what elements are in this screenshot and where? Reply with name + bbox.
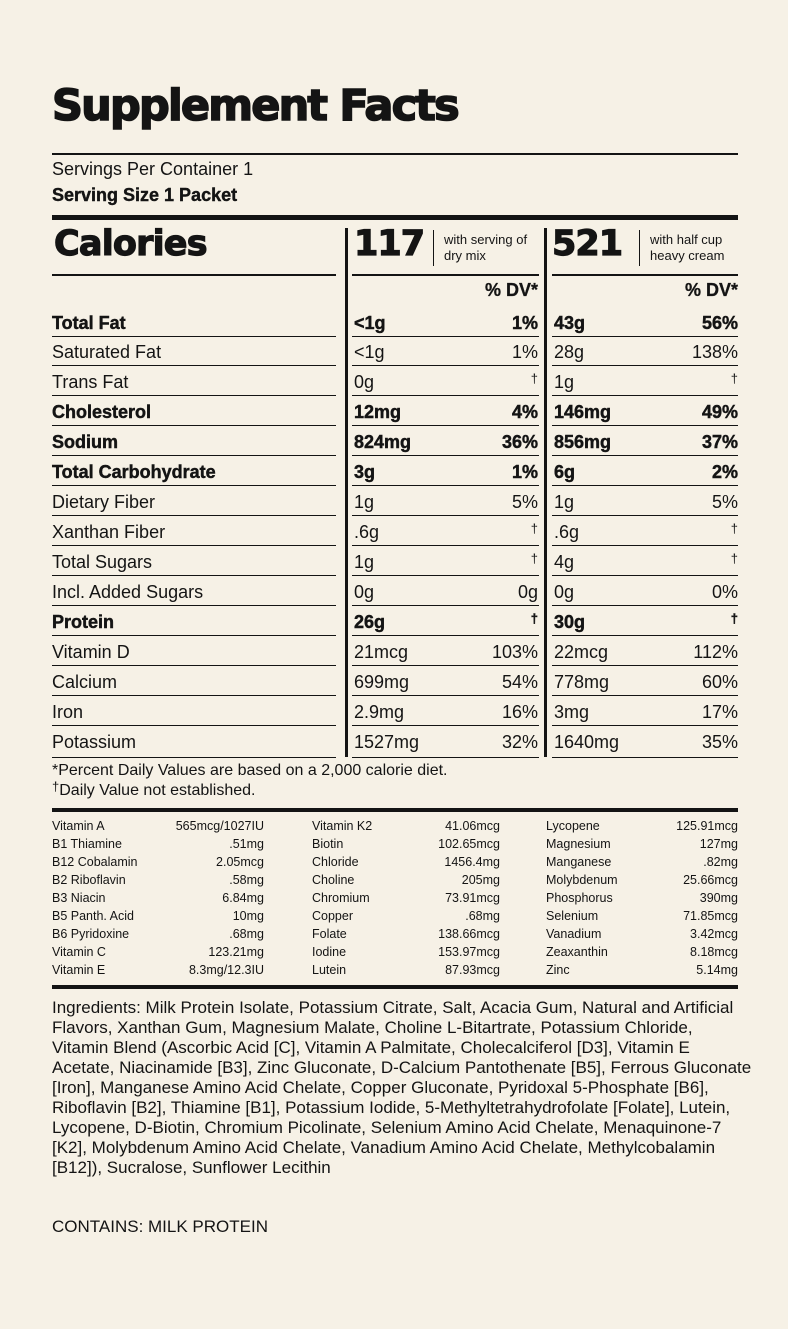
- dv-cream: 17%: [701, 702, 738, 722]
- micronutrient-name: B6 Pyridoxine: [52, 927, 130, 941]
- micronutrient-value: 25.66mcg: [683, 873, 738, 887]
- dv-dry: 0g: [517, 582, 538, 602]
- dv-dry: 5%: [511, 492, 538, 512]
- dv-header-dry: % DV*: [484, 280, 538, 300]
- micronutrient-name: Phosphorus: [546, 891, 613, 905]
- nutrient-row: [52, 576, 738, 606]
- dv-cream: 0%: [711, 582, 738, 602]
- nutrient-name: Vitamin D: [52, 642, 130, 662]
- nutrient-name: Dietary Fiber: [52, 492, 156, 512]
- dv-dry: 54%: [501, 672, 538, 692]
- dv-cream: 5%: [711, 492, 738, 512]
- micronutrient-name: Molybdenum: [546, 873, 618, 887]
- row-rule: [52, 757, 336, 758]
- micronutrient-name: Choline: [312, 873, 355, 887]
- amount-dry: 21mcg: [354, 642, 409, 662]
- amount-dry: <1g: [354, 313, 386, 333]
- nutrient-row: [52, 486, 738, 516]
- amount-cream: 3mg: [554, 702, 590, 722]
- nutrient-row: [52, 366, 738, 396]
- amount-cream: .6g: [554, 522, 580, 542]
- micronutrient-value: 205mg: [461, 873, 500, 887]
- nutrient-row: [52, 396, 738, 426]
- micronutrient-row: [546, 835, 738, 853]
- micronutrient-name: Magnesium: [546, 837, 611, 851]
- amount-dry: 699mg: [354, 672, 410, 692]
- micronutrient-row: [52, 907, 264, 925]
- amount-dry: 0g: [354, 372, 375, 392]
- micronutrient-value: 102.65mcg: [438, 837, 500, 851]
- nutrient-row: [52, 606, 738, 636]
- micronutrient-row: [52, 817, 264, 835]
- micronutrient-row: [52, 961, 264, 979]
- amount-cream: 6g: [554, 462, 576, 482]
- serving-size: Serving Size 1 Packet: [52, 185, 238, 205]
- micronutrient-name: Zinc: [546, 963, 570, 977]
- micronutrient-name: Iodine: [312, 945, 347, 959]
- row-rule: [552, 757, 738, 758]
- amount-cream: 0g: [554, 582, 575, 602]
- nutrient-name: Saturated Fat: [52, 342, 162, 362]
- micronutrient-name: Biotin: [312, 837, 344, 851]
- micronutrient-row: [312, 961, 500, 979]
- dv-dry: 1%: [511, 462, 538, 482]
- nutrient-name: Cholesterol: [52, 402, 152, 422]
- amount-dry: 2.9mg: [354, 702, 405, 722]
- calories-label: Calories: [54, 224, 207, 264]
- micronutrient-name: Selenium: [546, 909, 599, 923]
- title-divider: [52, 153, 738, 155]
- servings-per-container: Servings Per Container 1: [52, 159, 254, 179]
- nutrient-name: Protein: [52, 612, 115, 632]
- micronutrient-value: 127mg: [699, 837, 738, 851]
- dv-cream: †: [730, 551, 738, 566]
- calories-rule-right: [552, 274, 738, 276]
- micronutrient-name: B1 Thiamine: [52, 837, 122, 851]
- micronutrient-name: B5 Panth. Acid: [52, 909, 135, 923]
- micronutrient-row: [52, 871, 264, 889]
- nutrient-row: [52, 636, 738, 666]
- micronutrient-name: Copper: [312, 909, 353, 923]
- amount-dry: 0g: [354, 582, 375, 602]
- micronutrient-row: [312, 907, 500, 925]
- micronutrient-name: Lutein: [312, 963, 347, 977]
- amount-cream: 28g: [554, 342, 585, 362]
- amount-dry: .6g: [354, 522, 380, 542]
- micronutrient-name: Vitamin C: [52, 945, 106, 959]
- dv-dry: 103%: [491, 642, 538, 662]
- micronutrient-row: [546, 853, 738, 871]
- amount-dry: 12mg: [354, 402, 402, 422]
- micronutrient-name: Zeaxanthin: [546, 945, 608, 959]
- calories-cream-value: 521: [552, 224, 623, 264]
- micronutrient-value: .68mg: [465, 909, 500, 923]
- dv-cream: 2%: [711, 462, 738, 482]
- dv-dry: †: [530, 521, 538, 536]
- nutrient-row: [52, 426, 738, 456]
- panel-title: Supplement Facts: [52, 81, 458, 131]
- dv-dry: †: [530, 551, 538, 566]
- nutrient-row: [52, 546, 738, 576]
- nutrient-row: [52, 336, 738, 366]
- micronutrient-value: 87.93mcg: [445, 963, 500, 977]
- nutrient-name: Xanthan Fiber: [52, 522, 166, 542]
- dv-cream: †: [730, 611, 738, 626]
- micronutrient-name: Vitamin E: [52, 963, 106, 977]
- micronutrient-divider: [52, 808, 738, 812]
- nutrient-name: Calcium: [52, 672, 118, 692]
- dv-header-cream: % DV*: [684, 280, 738, 300]
- micronutrient-value: 5.14mg: [696, 963, 738, 977]
- micronutrient-column: [546, 817, 738, 979]
- micronutrient-row: [546, 907, 738, 925]
- micronutrient-value: .51mg: [229, 837, 264, 851]
- micronutrient-row: [312, 853, 500, 871]
- micronutrient-row: [312, 871, 500, 889]
- amount-dry: 824mg: [354, 432, 412, 452]
- dv-cream: 138%: [691, 342, 738, 362]
- micronutrient-value: 3.42mcg: [690, 927, 738, 941]
- micronutrient-row: [312, 835, 500, 853]
- serving-divider: [52, 215, 738, 220]
- nutrient-name: Iron: [52, 702, 84, 722]
- dv-cream: 112%: [693, 642, 738, 662]
- amount-dry: <1g: [354, 342, 385, 362]
- micronutrient-column: [52, 817, 264, 979]
- micronutrient-name: B2 Riboflavin: [52, 873, 126, 887]
- micronutrient-row: [312, 817, 500, 835]
- allergen-statement: CONTAINS: MILK PROTEIN: [52, 1217, 268, 1236]
- micronutrient-name: Chloride: [312, 855, 359, 869]
- dv-dry: 1%: [511, 342, 538, 362]
- micronutrient-value: 6.84mg: [222, 891, 264, 905]
- calories-dry-note: with serving of dry mix: [444, 232, 528, 263]
- micronutrient-row: [546, 925, 738, 943]
- micronutrient-row: [546, 889, 738, 907]
- nutrient-row: [52, 696, 738, 726]
- micronutrient-name: Chromium: [312, 891, 370, 905]
- amount-cream: 856mg: [554, 432, 612, 452]
- dv-cream: 37%: [701, 432, 738, 452]
- nutrient-name: Total Fat: [52, 313, 126, 333]
- micronutrient-value: 153.97mcg: [438, 945, 500, 959]
- nutrient-name: Sodium: [52, 432, 118, 452]
- nutrient-row: [52, 666, 738, 696]
- micronutrient-name: Folate: [312, 927, 347, 941]
- micronutrient-value: 10mg: [232, 909, 264, 923]
- amount-cream: 1g: [554, 372, 575, 392]
- micronutrient-value: 138.66mcg: [438, 927, 500, 941]
- calories-cream-note: with half cup heavy cream: [650, 232, 725, 263]
- micronutrient-name: Vitamin K2: [312, 819, 373, 833]
- dv-dry: 16%: [501, 702, 538, 722]
- micronutrient-value: .82mg: [703, 855, 738, 869]
- amount-cream: 4g: [554, 552, 575, 572]
- micronutrient-row: [546, 817, 738, 835]
- amount-dry: 3g: [354, 462, 376, 482]
- micronutrient-row: [312, 925, 500, 943]
- nutrient-row: [52, 726, 738, 756]
- micronutrient-row: [52, 835, 264, 853]
- micronutrient-value: 2.05mcg: [216, 855, 264, 869]
- dv-cream: 60%: [701, 672, 738, 692]
- dv-cream: 56%: [701, 313, 738, 333]
- micronutrient-value: 1456.4mg: [444, 855, 500, 869]
- micronutrient-name: Vitamin A: [52, 819, 105, 833]
- nutrient-name: Trans Fat: [52, 372, 129, 392]
- amount-cream: 30g: [554, 612, 586, 632]
- amount-cream: 778mg: [554, 672, 610, 692]
- micronutrient-row: [52, 889, 264, 907]
- amount-dry: 1g: [354, 492, 375, 512]
- micronutrient-row: [52, 853, 264, 871]
- micronutrient-row: [52, 925, 264, 943]
- micronutrient-value: 8.3mg/12.3IU: [188, 963, 264, 977]
- nutrient-row: [52, 307, 738, 337]
- dv-cream: 35%: [701, 732, 738, 752]
- dv-dry: 4%: [511, 402, 538, 422]
- micronutrient-value: 390mg: [699, 891, 738, 905]
- footnote-dagger-text: Daily Value not established.: [59, 782, 256, 799]
- micronutrient-value: 41.06mcg: [445, 819, 500, 833]
- micronutrient-value: 565mcg/1027IU: [175, 819, 264, 833]
- dv-cream: †: [730, 371, 738, 386]
- calories-cream-separator: [639, 230, 640, 266]
- dv-cream: 49%: [701, 402, 738, 422]
- nutrient-name: Potassium: [52, 732, 137, 752]
- amount-dry: 26g: [354, 612, 386, 632]
- calories-dry-separator: [433, 230, 434, 266]
- dagger-symbol: †: [52, 779, 60, 794]
- amount-cream: 1640mg: [554, 732, 620, 752]
- dv-dry: 32%: [501, 732, 538, 752]
- nutrient-name: Incl. Added Sugars: [52, 582, 204, 602]
- micronutrient-row: [52, 943, 264, 961]
- calories-rule-mid: [352, 274, 539, 276]
- amount-dry: 1527mg: [354, 732, 420, 752]
- dv-dry: †: [530, 371, 538, 386]
- nutrient-name: Total Sugars: [52, 552, 153, 572]
- row-rule: [352, 757, 539, 758]
- micronutrient-name: B12 Cobalamin: [52, 855, 138, 869]
- micronutrient-name: Vanadium: [546, 927, 602, 941]
- micronutrient-value: .58mg: [229, 873, 264, 887]
- calories-rule-left: [52, 274, 336, 276]
- micronutrient-value: 8.18mcg: [690, 945, 738, 959]
- micronutrient-value: 123.21mg: [208, 945, 264, 959]
- micronutrient-column: [312, 817, 500, 979]
- dv-cream: †: [730, 521, 738, 536]
- micronutrient-row: [546, 943, 738, 961]
- calories-dry-value: 117: [354, 224, 425, 264]
- ingredients-divider: [52, 985, 738, 989]
- footnote-daily-value: *Percent Daily Values are based on a 2,000 calorie diet.: [52, 762, 448, 779]
- ingredients-list: Ingredients: Milk Protein Isolate, Potassium Citrate, Salt, Acacia Gum, Natural and Artificial Flavors, Xanthan Gum, Magnesium Malate, Choline L-Bitartrate, Potassium Chloride, Vitamin Blend (Ascorbic Acid [C], Vitamin A Palmitate, Cholecalciferol [D3], Vitamin E Acetate, Niacinamide [B3], Zinc Gluconate, D-Calcium Pantothenate [B5], Ferrous Gluconate [Iron], Manganese Amino Acid Chelate, Copper Gluconate, Pyridoxal 5-Phosphate [B6], Riboflavin [B2], Thiamine [B1], Potassium Iodide, 5-Methyltetrahydrofolate [Folate], Lutein, Lycopene, D-Biotin, Chromium Picolinate, Selenium Amino Acid Chelate, Menaquinone-7 [K2], Molybdenum Amino Acid Chelate, Vanadium Amino Acid Chelate, Methylcobalamin [B12]), Sucralose, Sunflower Lecithin: [52, 998, 752, 1177]
- micronutrient-name: Manganese: [546, 855, 612, 869]
- dv-dry: 36%: [501, 432, 538, 452]
- micronutrient-row: [312, 943, 500, 961]
- nutrient-row: [52, 516, 738, 546]
- nutrient-name: Total Carbohydrate: [52, 462, 216, 482]
- amount-cream: 146mg: [554, 402, 612, 422]
- micronutrient-row: [546, 961, 738, 979]
- micronutrient-row: [546, 871, 738, 889]
- micronutrient-name: B3 Niacin: [52, 891, 106, 905]
- dv-dry: 1%: [511, 313, 538, 333]
- dv-dry: †: [530, 611, 538, 626]
- micronutrient-value: .68mg: [229, 927, 264, 941]
- nutrient-row: [52, 456, 738, 486]
- amount-cream: 22mcg: [554, 642, 609, 662]
- amount-cream: 1g: [554, 492, 575, 512]
- micronutrient-value: 73.91mcg: [445, 891, 500, 905]
- micronutrient-value: 71.85mcg: [683, 909, 738, 923]
- amount-dry: 1g: [354, 552, 375, 572]
- micronutrient-row: [312, 889, 500, 907]
- amount-cream: 43g: [554, 313, 586, 333]
- micronutrient-value: 125.91mcg: [676, 819, 738, 833]
- footnote-not-established: [52, 779, 256, 800]
- micronutrient-name: Lycopene: [546, 819, 600, 833]
